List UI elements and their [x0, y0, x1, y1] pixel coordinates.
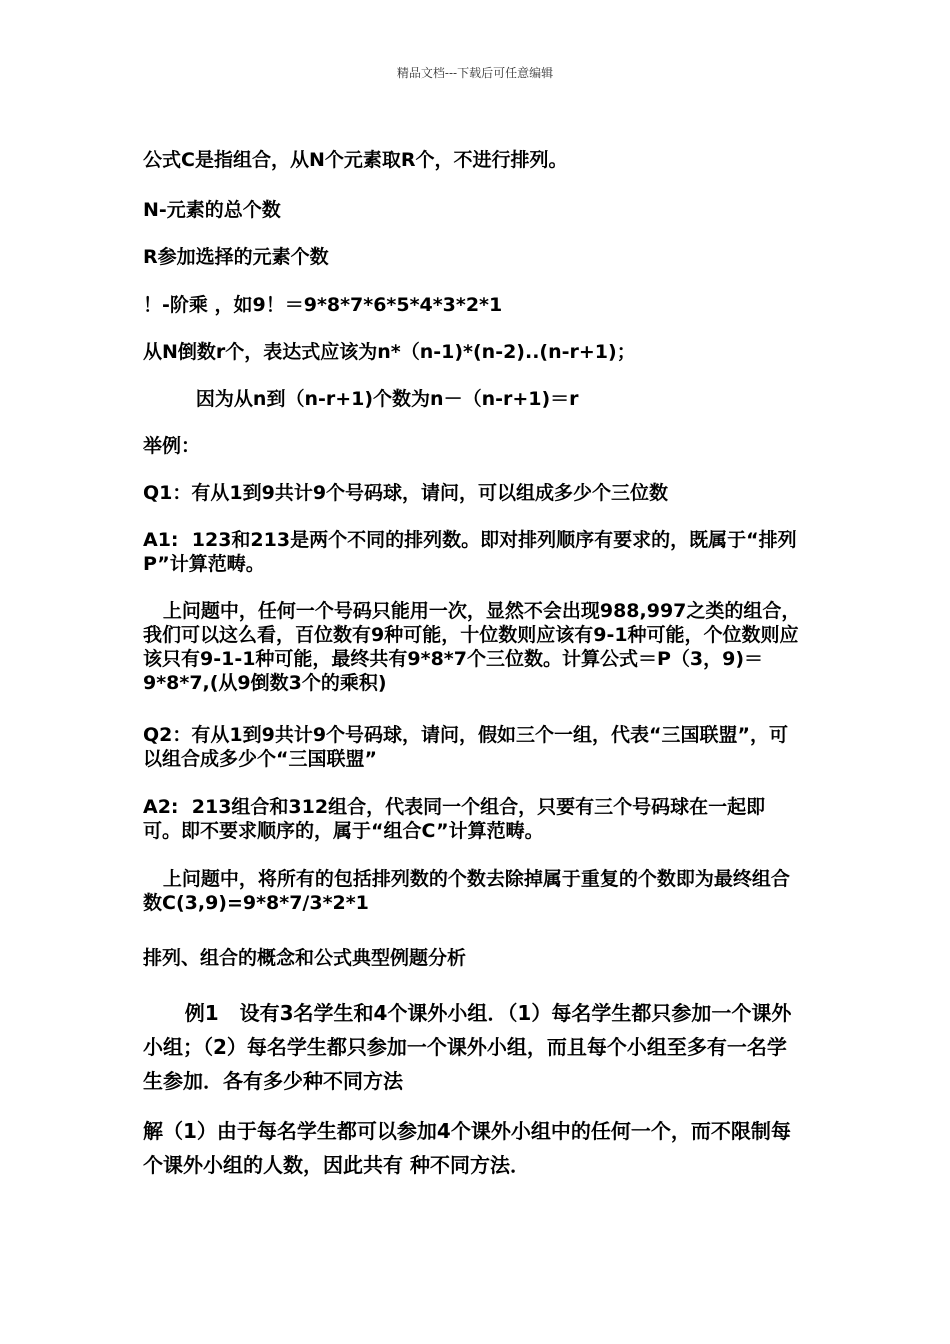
paragraph-4: ！-阶乘 ，如9！＝9*8*7*6*5*4*3*2*1: [143, 294, 503, 316]
example-1: 例1 设有3名学生和4个课外小组．（1）每名学生都只参加一个课外小组；（2）每名学生都只参加一个课外小组，而且每个小组至多有一名学生参加．各有多少种不同方法: [143, 1001, 792, 1093]
paragraph-11: Q2：有从1到9共计9个号码球，请问，假如三个一组，代表“三国联盟”，可以组合成多少个“三国联盟”: [143, 724, 789, 770]
paragraph-6: 因为从n到（n-r+1)个数为n－（n-r+1)＝r: [143, 388, 579, 410]
paragraph-9: A1: 123和213是两个不同的排列数。即对排列顺序有要求的，既属于“排列P”计算范畴。: [143, 529, 797, 575]
solution-1: 解（1）由于每名学生都可以参加4个课外小组中的任何一个，而不限制每个课外小组的人数，因此共有 种不同方法．: [143, 1119, 791, 1177]
paragraph-2: N-元素的总个数: [143, 199, 281, 221]
paragraph-1: 公式C是指组合，从N个元素取R个，不进行排列。: [143, 149, 568, 171]
paragraph-10: 上问题中，任何一个号码只能用一次，显然不会出现988,997之类的组合， 我们可以这么看，百位数有9种可能，十位数则应该有9-1种可能，个位数则应该只有9-1-1种可能，最终共有9*8*7个三位数。计算公式＝P（3，9)＝9*8*7,(从9倒数3个的乘积): [143, 600, 808, 694]
paragraph-12: A2: 213组合和312组合，代表同一个组合，只要有三个号码球在一起即可。即不要求顺序的，属于“组合C”计算范畴。: [143, 796, 766, 842]
paragraph-3: R参加选择的元素个数: [143, 246, 329, 268]
paragraph-5: 从N倒数r个，表达式应该为n*（n-1)*(n-2)..(n-r+1)；: [143, 341, 636, 363]
section-heading: 排列、组合的概念和公式典型例题分析: [143, 947, 467, 969]
paragraph-7: 举例：: [143, 435, 201, 457]
paragraph-13: 上问题中，将所有的包括排列数的个数去除掉属于重复的个数即为最终组合数C(3,9)=9*8*7/3*2*1: [143, 868, 790, 914]
page-header: 精品文档---下载后可任意编辑: [396, 66, 554, 80]
paragraph-8: Q1：有从1到9共计9个号码球，请问，可以组成多少个三位数: [143, 482, 669, 504]
